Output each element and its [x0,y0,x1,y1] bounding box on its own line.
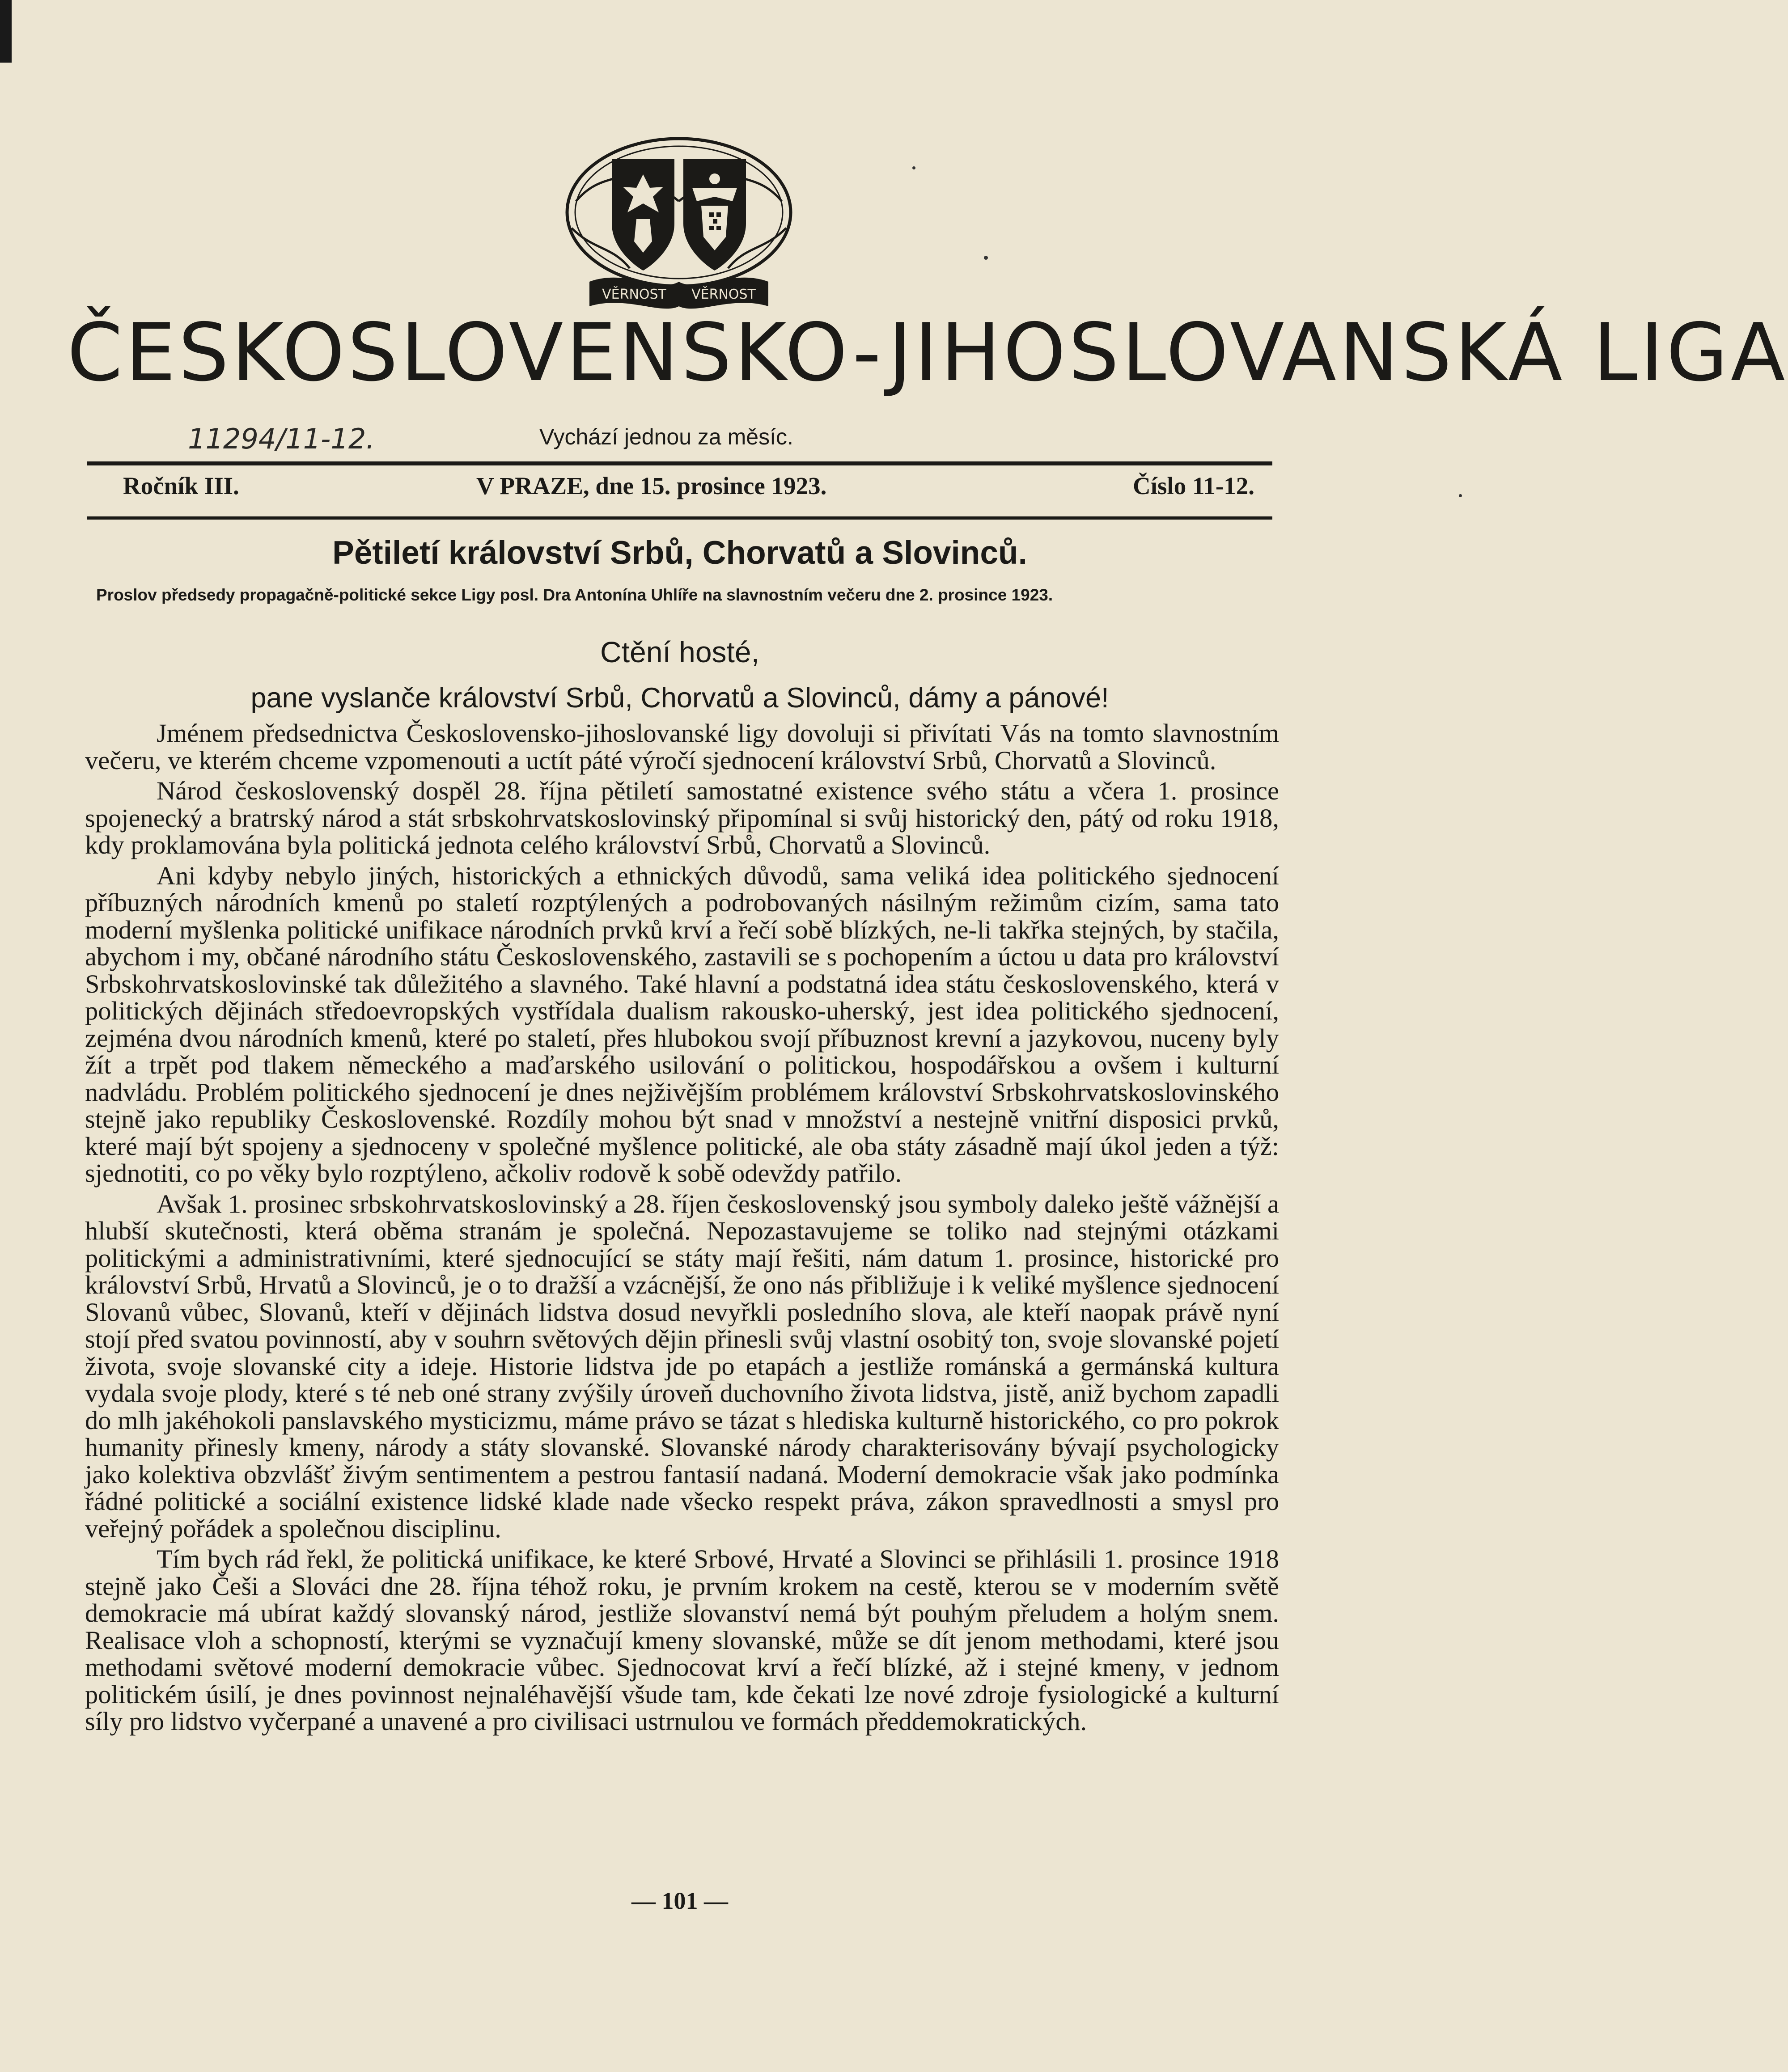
publication-frequency: Vychází jednou za měsíc. [539,424,793,449]
paragraph: Ani kdyby nebylo jiných, historických a ethnických důvodů, sama veliká idea politického sjednocení příbuzných národních kmenů po staletí rozptýlených a podrobovaných násilným režimům cizím, sama tato moderní myšlenka politické unifikace národních prvků krví a řečí sobě blízkých, ne-li takřka stejných, by stačila, abychom i my, občané národního státu Československého, zastavili se s pochopením a úctou u data pro království Srbskohrvatskoslovinské tak důležitého a slavného. Také hlavní a podstatná idea státu československého, která v politických dějinách středoevropských vystřídala dualism rakousko-uherský, jest idea politického sjednocení, zejména dvou národních kmenů, které po staletí, přes hlubokou svojí příbuznost krevní a jazykovou, nuceny byly žít a trpět pod tlakem německého a maďarského usilování o politickou, hospodářskou a ovšem i kulturní nadvládu. Problém politického sjednocení je dnes nejživějším problémem království Srbskohrvatskoslovinského stejně jako republiky Československé. Rozdíly mohou být snad v množství a nestejně vnitřní disposici prvků, které mají být spojeny a sjednoceny v společné myšlence politické, ale oba státy zásadně mají úkol jeden a týž: sjednotiti, co po věky bylo rozptýleno, ačkoliv rodově k sobě odevždy patřilo. [85,861,1279,1188]
svg-text:VĚRNOST: VĚRNOST [691,287,756,302]
scan-speck [984,256,988,260]
scan-speck [1459,494,1462,497]
svg-text:VĚRNOST: VĚRNOST [602,287,666,302]
scan-edge [0,0,12,63]
issue-number: Číslo 11-12. [1133,472,1254,499]
top-rule [87,461,1272,465]
paragraph: Tím bych rád řekl, že politická unifikace, ke které Srbové, Hrvaté a Slovinci se přihlásili 1. prosince 1918 stejně jako Češi a Slováci dne 28. října téhož roku, je prvním krokem na cestě, kterou se v moderním světě demokracie má ubírat každý slovanský národ, jestliže slovanství nemá být pouhým přeludem a holým snem. Realisace vloh a schopností, kterými se vyznačují kmeny slovanské, může se dít jenom methodami, které jsou methodami světové moderní demokracie vůbec. Sjednocovat krví a řečí blízké, až i stejné kmeny, v jednom politickém úsilí, je dnes povinnost nejnaléhavější všude tam, kde čekati lze nové zdroje fysiologické a kulturní síly pro lidstvo vyčerpané a unavené a pro civilisaci ustrnulou ve formách předdemokratických. [85,1544,1279,1736]
scan-speck [912,166,915,169]
article-subtitle: Proslov předsedy propagačně-politické sekce Ligy posl. Dra Antonína Uhlíře na slavnostním večeru dne 2. prosince 1923. [96,586,1053,604]
volume-label: Ročník III. [123,472,239,499]
league-emblem-icon [545,134,813,322]
paragraph: Avšak 1. prosinec srbskohrvatskoslovinský a 28. říjen československý jsou symboly daleko ještě vážnější a hlubší skutečnosti, která oběma stranám je společná. Nepozastavujeme se toliko nad stejnými otázkami politickými a administrativními, které sjednocující se státy mají řešiti, nám datum 1. prosince, historické pro království Srbů, Hrvatů a Slovinců, je o to dražší a vzácnější, že ono nás přibližuje i k veliké myšlence sjednocení Slovanů vůbec, Slovanů, kteří v dějinách lidstva dosud nevyřkli posledního slova, ale kteří naopak právě nyní stojí před svatou povinností, aby v souhrn světových dějin přinesli svůj vlastní osobitý ton, svoje slovanské pojetí života, svoje slovanské city a ideje. Historie lidstva jde po etapách a jestliže románská a germánská kultura vydala svoje plody, které s té neb oné strany zvýšily úroveň duchovního života lidstva, jistě, aniž bychom zapadli do mlh jakéhokoli panslavského mysticizmu, máme právo se tázat s hlediska kulturně historického, co pro pokrok humanity přinesly kmeny, národy a státy slovanské. Slovanské národy charakterisovány bývají psychologicky jako kolektiva obzvlášť živým sentimentem a pestrou fantasií nadaná. Moderní demokracie však jako podmínka řádné politické a sociální existence lidské klade nade všecko respekt práva, zákon spravedlnosti a smysl pro veřejný pořádek a společnou disciplinu. [85,1189,1279,1543]
greeting-line-1: Ctění hosté, [600,635,759,668]
handwritten-note: 11294/11-12. [188,423,375,455]
paragraph: Jménem předsednictva Československo-jihoslovanské ligy dovoluji si přivítati Vás na tomto slavnostním večeru, ve kterém chceme vzpomenouti a uctít páté výročí sjednocení království Srbů, Chorvatů a Slovinců. [85,719,1279,775]
greeting-line-2: pane vyslanče království Srbů, Chorvatů a Slovinců, dámy a pánové! [250,682,1109,714]
bottom-rule [87,516,1272,520]
masthead-title: ČESKOSLOVENSKO-JIHOSLOVANSKÁ LIGA [67,306,1788,399]
article-body [85,720,1279,1739]
page-number: — 101 — [631,1887,728,1914]
issue-bar [87,472,1272,512]
paragraph: Národ československý dospěl 28. října pětiletí samostatné existence svého státu a včera 1. prosince spojenecký a bratrský národ a stát srbskohrvatskoslovinský připomínal si svůj historický den, pátý od roku 1918, kdy proklamována byla politická jednota celého království Srbů, Chorvatů a Slovinců. [85,776,1279,859]
article-title: Pětiletí království Srbů, Chorvatů a Slovinců. [332,535,1027,571]
dateline: V PRAZE, dne 15. prosince 1923. [476,472,827,499]
